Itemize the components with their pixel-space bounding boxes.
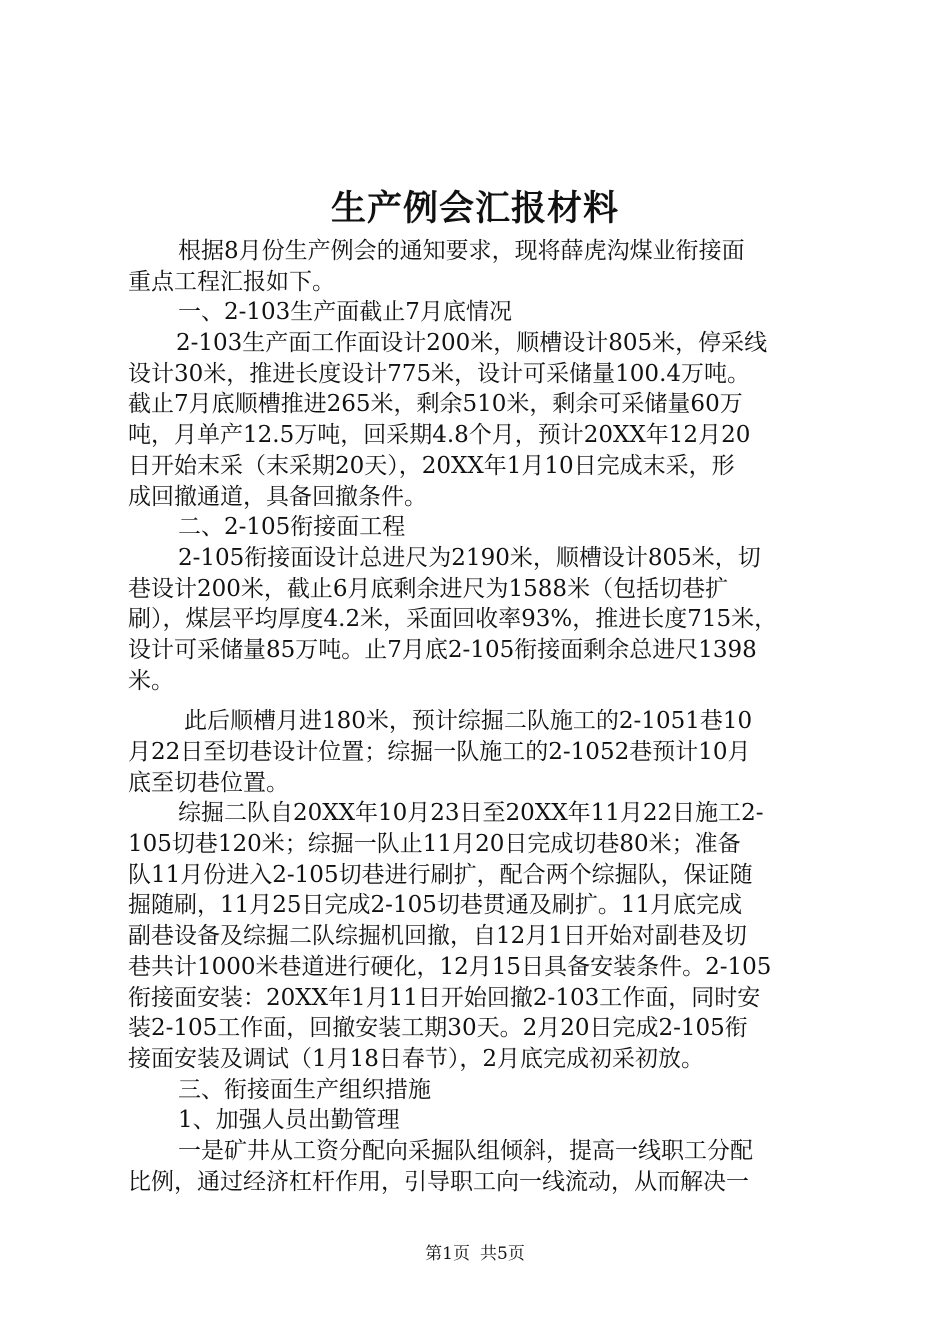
paragraph-line: 成回撤通道，具备回撤条件。 (128, 483, 427, 510)
paragraph-line: 2-103生产面工作面设计200米，顺槽设计805米，停采线 (176, 330, 768, 357)
document-title: 生产例会汇报材料 (330, 188, 619, 229)
section-heading: 三、衔接面生产组织措施 (178, 1076, 431, 1103)
paragraph-line: 副巷设备及综掘二队综掘机回撤，自12月1日开始对副巷及切 (128, 923, 747, 950)
paragraph-line: 衔接面安装：20XX年1月11日开始回撤2-103工作面，同时安 (128, 984, 761, 1011)
paragraph-line: 综掘二队自20XX年10月23日至20XX年11月22日施工2- (178, 800, 764, 827)
page-footer (0, 1242, 950, 1266)
page-total: 共5页 (480, 1244, 525, 1264)
paragraph-line: 巷设计200米，截止6月底剩余进尺为1588米（包括切巷扩 (128, 575, 729, 602)
paragraph-line: 巷共计1000米巷道进行硬化，12月15日具备安装条件。2-105 (128, 953, 772, 980)
paragraph-line: 吨，月单产12.5万吨，回采期4.8个月，预计20XX年12月20 (128, 422, 751, 449)
paragraph-line: 设计30米，推进长度设计775米，设计可采储量100.4万吨。 (128, 360, 751, 387)
paragraph-line: 比例，通过经济杠杆作用，引导职工向一线流动，从而解决一 (128, 1168, 749, 1195)
paragraph-line: 截止7月底顺槽推进265米，剩余510米，剩余可采储量60万 (128, 391, 743, 418)
paragraph-line: 掘随刷，11月25日完成2-105切巷贯通及刷扩。11月底完成 (128, 892, 743, 919)
page-number: 第1页 (425, 1244, 470, 1264)
paragraph-line: 月22日至切巷设计位置；综掘一队施工的2-1052巷预计10月 (128, 739, 751, 765)
paragraph-line: 根据8月份生产例会的通知要求，现将薛虎沟煤业衔接面 (178, 238, 745, 264)
paragraph-line: 队11月份进入2-105切巷进行刷扩，配合两个综掘队，保证随 (128, 861, 753, 888)
paragraph-line: 米。 (128, 667, 174, 694)
paragraph-line: 重点工程汇报如下。 (128, 268, 335, 295)
subsection-heading: 1、加强人员出勤管理 (178, 1107, 400, 1134)
paragraph-line: 此后顺槽月进180米，预计综掘二队施工的2-1051巷10 (184, 708, 753, 735)
section-heading: 一、2-103生产面截止7月底情况 (178, 299, 512, 326)
paragraph-line: 装2-105工作面，回撤安装工期30天。2月20日完成2-105衔 (128, 1015, 748, 1042)
document-body (128, 236, 828, 1197)
paragraph-line: 刷），煤层平均厚度4.2米，采面回收率93%，推进长度715米， (128, 606, 778, 633)
paragraph-line: 2-105衔接面设计总进尺为2190米，顺槽设计805米，切 (178, 544, 761, 571)
paragraph-line: 日开始末采（末采期20天），20XX年1月10日完成末采，形 (128, 452, 735, 479)
paragraph-line: 底至切巷位置。 (128, 769, 289, 796)
paragraph-line: 一是矿井从工资分配向采掘队组倾斜，提高一线职工分配 (178, 1137, 753, 1164)
section-heading: 二、2-105衔接面工程 (178, 514, 406, 541)
paragraph-line: 接面安装及调试（1月18日春节），2月底完成初采初放。 (128, 1045, 705, 1072)
paragraph-line: 设计可采储量85万吨。止7月底2-105衔接面剩余总进尺1398 (128, 636, 757, 663)
paragraph-line: 105切巷120米；综掘一队止11月20日完成切巷80米；准备 (128, 831, 741, 858)
